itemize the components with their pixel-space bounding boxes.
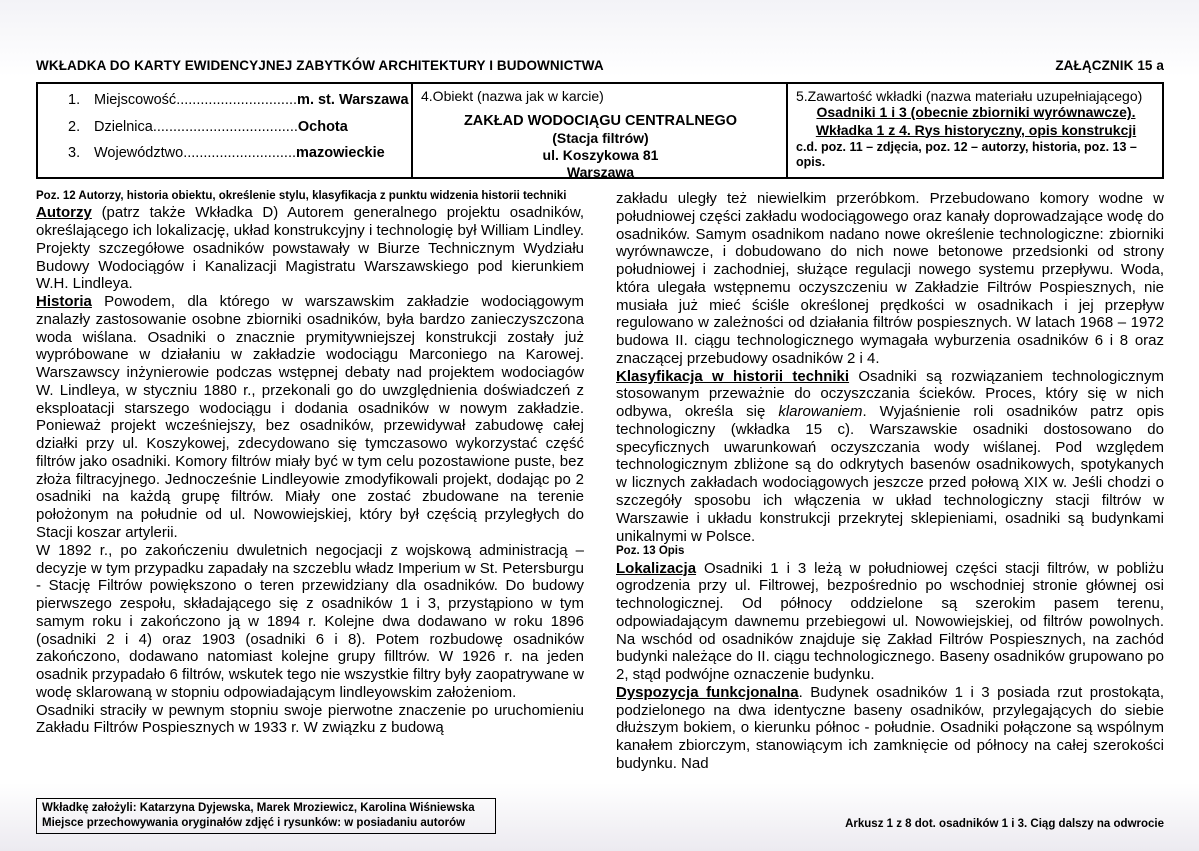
row-label: Województwo............................mazowieckie bbox=[94, 145, 385, 161]
history-paragraph-2: W 1892 r., po zakończeniu dwuletnich negocjacji z wojskową administracją – decyzje w tym przypadku zapadały na szczeblu władz Imperium w St. Petersburgu - Stację Filtrów powiększono o teren przewidziany dla osadników. Do budowy pierwszego zespołu, składającego się z osadników 1 i 3, przystąpiono w tym samym roku i zakończono ją w 1894 r. Kolejne dwa dodawano w roku 1896 (osadniki 2 i 4) oraz 1903 (osadniki 6 i 8). Potem rozbudowę osadników zakończono, dodawano natomiast kolejne grupy filltrów. W 1926 r. na jeden osadnik przypadało 6 filtrów, wskutek tego nie wszystkie filtry były zaopatrywane w wodę sklarowaną w stopniu odpowiadającym lindleyowskim założeniom. bbox=[36, 541, 584, 701]
classification-label: Klasyfikacja w historii techniki bbox=[616, 367, 850, 385]
history-paragraph-3: Osadniki straciły w pewnym stopniu swoje pierwotne znaczenie po uruchomieniu Zakładu Filtrów Pospiesznych w 1933 r. W związku z budową bbox=[36, 701, 584, 737]
localization-text: Osadniki 1 i 3 leżą w południowej części stacji filtrów, w pobliżu ogrodzenia przy ul. Filtrowej, bezpośrednio po wschodniej stronie głównej osi technologicznej. Od północy oddzielone są szerokim pasem terenu, odpowiadającym dawnemu przebiegowi ul. Nowowiejskiej, od filtrów powolnych. Na wschód od osadników znajduje się Zakład Filtrów Pospiesznych, na zachód budynki należące do II. ciągu technologicznego. Baseny osadników grupowano po 2, stąd podwójne oznaczenie budynku. bbox=[616, 559, 1164, 684]
row-label: Miejscowość..............................m. st. Warszawa bbox=[94, 92, 409, 108]
poz12-heading: Poz. 12 Autorzy, historia obiektu, określenie stylu, klasyfikacja z punktu widzenia historii techniki bbox=[36, 190, 567, 202]
identification-table bbox=[36, 82, 1164, 179]
disposition-paragraph bbox=[616, 684, 1164, 773]
row-value: m. st. Warszawa bbox=[297, 92, 409, 108]
right-column bbox=[616, 190, 1164, 773]
dot-leader: ............................ bbox=[183, 145, 297, 161]
row-number: 1. bbox=[68, 92, 81, 108]
page-title: WKŁADKA DO KARTY EWIDENCYJNEJ ZABYTKÓW ARCHITEKTURY I BUDOWNICTWA bbox=[36, 58, 604, 73]
row-value: mazowieckie bbox=[296, 145, 385, 161]
footer-created-by: Wkładkę założyli: Katarzyna Dyjewska, Marek Mroziewicz, Karolina Wiśniewska bbox=[42, 802, 475, 814]
row-value: Ochota bbox=[297, 118, 348, 135]
content-tail: c.d. poz. 11 – zdjęcia, poz. 12 – autorzy, historia, poz. 13 – opis. bbox=[796, 140, 1137, 169]
dot-leader: .............................. bbox=[176, 92, 298, 108]
footer-sheet-note: Arkusz 1 z 8 dot. osadników 1 i 3. Ciąg dalszy na odwrocie bbox=[845, 818, 1164, 830]
object-city: Warszawa bbox=[566, 163, 635, 180]
object-subname: (Stacja filtrów) bbox=[552, 130, 649, 147]
body-columns bbox=[36, 190, 1164, 773]
authors-text: (patrz także Wkładka D) Autorem generalnego projektu osadników, określającego ich lokalizację, układ konstrukcyjny i technologię był William Lindley. Projekty szczegółowe osadników powstawały w Biurze Technicznym Wydziału Budowy Wodociągów i Kanalizacji Magistratu Warszawskiego pod kierunkiem W.H. Lindleya. bbox=[36, 204, 584, 293]
footer-credits-box bbox=[36, 798, 496, 834]
content-underlined-1: Osadniki 1 i 3 (obecnie zbiorniki wyrównawcze). bbox=[816, 104, 1136, 120]
classification-italic-term: klarowaniem bbox=[778, 403, 863, 421]
row-number: 3. bbox=[68, 145, 81, 161]
history-paragraph bbox=[36, 293, 584, 542]
localization-paragraph bbox=[616, 560, 1164, 684]
table-row bbox=[46, 146, 405, 161]
content-heading: 5.Zawartość wkładki (nazwa materiału uzupełniającego) bbox=[796, 88, 1143, 104]
authors-paragraph bbox=[36, 204, 584, 293]
object-street: ul. Koszykowa 81 bbox=[542, 147, 659, 164]
left-column bbox=[36, 190, 584, 773]
classification-text-a: Osadniki są rozwiązaniem technologicznym stosowanym przeważnie do oczyszczania ścieków. Proces, który się w nich odbywa, określa się bbox=[616, 367, 1164, 421]
document-sheet bbox=[36, 58, 1164, 773]
classification-text-b: . Wyjaśnienie roli osadników patrz opis technologiczny (wkładka 15 c). Warszawskie osadniki dostosowano do specyficznych uwarunkowań oczyszczania wody wiślanej. Pod względem technologicznym zbliżone są do odkrytych basenów osadnikowych, spotykanych w licznych zakładach wodociągowych jeszcze przed połową XIX w. Jeśli chodzi o szczegóły sposobu ich włączenia w układ technologiczny stacji filtrów w Warszawie i układu konstrukcji przekrytej sklepieniami, osadniki są budynkami unikalnymi w Polsce. bbox=[616, 403, 1165, 545]
disposition-label: Dyspozycja funkcjonalna bbox=[616, 683, 799, 701]
history-label: Historia bbox=[36, 293, 92, 311]
continuation-paragraph: zakładu uległy też niewielkim przeróbkom. Przebudowano komory wodne w południowej części zakładu wodociągowego oraz kanały doprowadzające wodę do osadników. Samym osadnikom nadano nowe określenie technologiczne: zbiorniki wyrównawcze, i dobudowano do nich nowe betonowe przedsionki od strony południowej i zachodniej, służące regulacji nowego systemu przepływu. Woda, która ulegała wstępnemu oczyszczeniu w Zakładzie Filtrów Pospiesznych, nie musiała już mieć ściśle określonej prędkości w osadnikach i jej przepływ regulowano w zależności od działania filtrów pospiesznych. W latach 1968 – 1972 budowa II. ciągu technologicznego wymagała wyburzenia osadników 6 i 8 oraz znaczącej przebudowy osadników 2 i 4. bbox=[616, 190, 1164, 367]
poz13-heading: Poz. 13 Opis bbox=[616, 545, 685, 558]
localization-label: Lokalizacja bbox=[616, 559, 697, 577]
document-header bbox=[36, 58, 1164, 73]
row-label: Dzielnica....................................Ochota bbox=[94, 118, 348, 135]
dot-leader: .................................... bbox=[152, 118, 298, 135]
content-underlined-2: Wkładka 1 z 4. Rys historyczny, opis konstrukcji bbox=[815, 121, 1137, 138]
object-name: ZAKŁAD WODOCIĄGU CENTRALNEGO bbox=[463, 113, 738, 129]
object-cell bbox=[413, 84, 788, 180]
disposition-text: . Budynek osadników 1 i 3 posiada rzut prostokąta, podzielonego na dwa identyczne baseny osadników, przylegających do siebie dłuższym bokiem, o kierunku północ - południe. Osadniki połączone są wspólnym kanałem zbiorczym, stanowiącym ich zamknięcie od północy na całej szerokości budynku. Nad bbox=[616, 683, 1164, 772]
content-cell bbox=[788, 84, 1162, 177]
footer-storage: Miejsce przechowywania oryginałów zdjęć i rysunków: w posiadaniu autorów bbox=[42, 816, 466, 829]
table-row bbox=[46, 120, 405, 135]
classification-paragraph bbox=[616, 368, 1164, 546]
annex-label: ZAŁĄCZNIK 15 a bbox=[1055, 58, 1164, 73]
location-cell bbox=[38, 84, 413, 177]
table-row bbox=[46, 92, 409, 108]
row-number: 2. bbox=[68, 118, 81, 135]
object-details bbox=[421, 113, 780, 181]
authors-label: Autorzy bbox=[36, 204, 92, 222]
object-heading: 4.Obiekt (nazwa jak w karcie) bbox=[421, 88, 604, 104]
history-text: Powodem, dla którego w warszawskim zakładzie wodociągowym znalazły zastosowanie osobne zbiorniki osadników, była bardzo zanieczyszczona woda wiślana. Osadniki o znacznie prymitywniejszej konstrukcji zostały już wypróbowane w działaniu w zakładzie wodociągu Marconiego na Karowej. Warszawscy inżynierowie podczas wstępnej debaty nad projektem wodociagów W. Lindleya, w styczniu 1880 r., przekonali go do uwzględnienia doświadczeń z eksploatacji starszego wodociągu i dodania osadników w nowym zakładzie. Ponieważ projekt wcześniejszy, bez osadników, przewidywał zabudowę całej działki przy ul. Koszykowej, zdecydowano się tymczasowo wykorzystać część filtrów jako osadniki. Komory filtrów miały być w tym celu pozostawione puste, bez złoża filtracyjnego. Jednocześnie Lindleyowie zmodyfikowali projekt, dodając po 2 osadniki na każdą grupę filtrów. Miały one zostać zbudowane na terenie położonym na południe od ul. Nowowiejskiej, który był częścią przyległych do Stacji koszar artylerii. bbox=[36, 293, 584, 541]
